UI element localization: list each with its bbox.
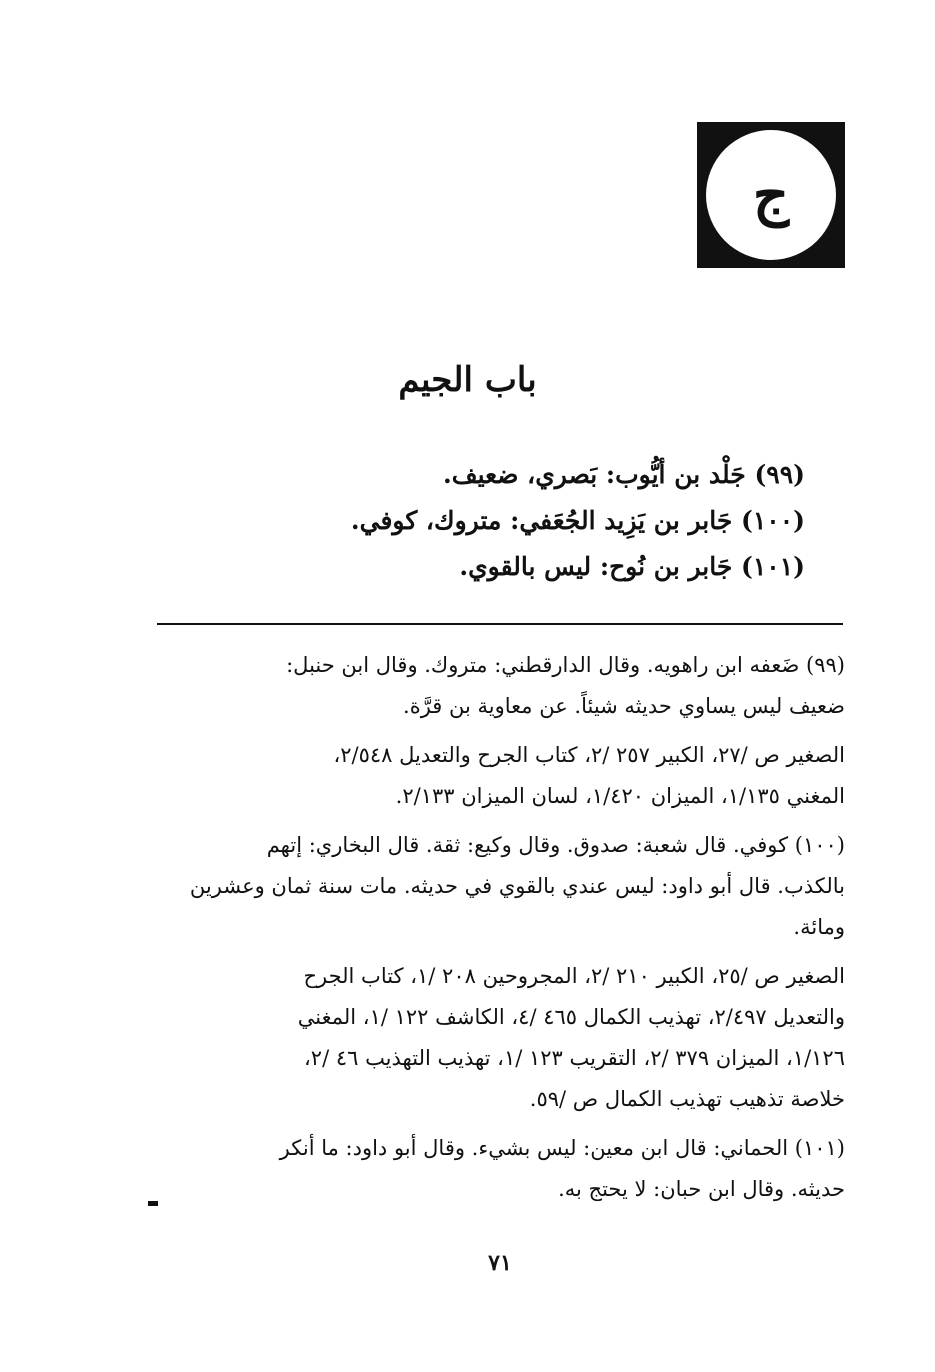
reference-line: خلاصة تذهيب تهذيب الكمال ص /٥٩. <box>529 1087 845 1111</box>
reference-line: المغني ١/١٣٥، الميزان ١/٤٢٠، لسان الميزان ٢/١٣٣. <box>395 784 845 808</box>
chapter-letter: ج <box>752 162 790 228</box>
reference-line: الصغير ص /٢٧، الكبير ٢٥٧ /٢، كتاب الجرح والتعديل ٢/٥٤٨، <box>333 743 845 767</box>
reference-line: ١/١٢٦، الميزان ٣٧٩ /٢، التقريب ١٢٣ /١، تهذيب التهذيب ٤٦ /٢، <box>304 1046 845 1070</box>
footnote-100-references <box>140 956 845 1120</box>
reference-line: الصغير ص /٢٥، الكبير ٢١٠ /٢، المجروحين ٢٠٨ /١، كتاب الجرح <box>303 964 845 988</box>
reference-line: والتعديل ٢/٤٩٧، تهذيب الكمال ٤٦٥ /٤، الكاشف ١٢٢ /١، المغني <box>297 1005 845 1029</box>
footnote-99 <box>140 645 845 727</box>
footnote-101 <box>140 1128 845 1210</box>
end-of-notes-mark <box>148 1201 158 1206</box>
section-heading: باب الجيم <box>398 360 537 400</box>
entry-list <box>165 452 805 590</box>
entry-99: (٩٩) جَلْد بن أيُّوب: بَصري، ضعيف. <box>443 460 805 489</box>
footnote-line: (١٠٠) كوفي. قال شعبة: صدوق. وقال وكيع: ثقة. قال البخاري: إتهم <box>266 833 845 857</box>
footnote-line: حديثه. وقال ابن حبان: لا يحتج به. <box>558 1177 845 1201</box>
footnotes <box>140 645 845 1218</box>
footnote-line: ضعيف ليس يساوي حديثه شيئاً. عن معاوية بن قرَّة. <box>403 694 845 718</box>
entry-100: (١٠٠) جَابر بن يَزِيد الجُعَفي: متروك، كوفي. <box>350 506 805 535</box>
footnote-99-references <box>140 735 845 817</box>
footnote-line: بالكذب. قال أبو داود: ليس عندي بالقوي في حديثه. مات سنة ثمان وعشرين <box>189 874 845 898</box>
footnote-divider <box>157 623 843 625</box>
entry-101: (١٠١) جَابر بن نُوح: ليس بالقوي. <box>459 552 805 581</box>
footnote-line: ومائة. <box>793 915 845 939</box>
page-number: ٧١ <box>488 1250 512 1276</box>
footnote-line: (٩٩) ضَعفه ابن راهويه. وقال الدارقطني: متروك. وقال ابن حنبل: <box>286 653 845 677</box>
chapter-letter-block <box>697 122 845 268</box>
footnote-100 <box>140 825 845 948</box>
chapter-letter-circle <box>706 130 836 260</box>
footnote-line: (١٠١) الحماني: قال ابن معين: ليس بشيء. وقال أبو داود: ما أنكر <box>279 1136 845 1160</box>
